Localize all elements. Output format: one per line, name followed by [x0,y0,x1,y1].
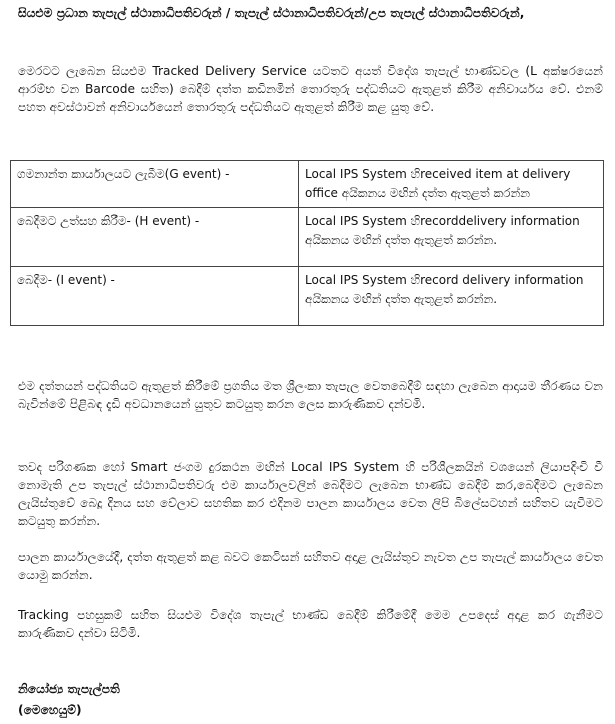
action-cell: Local IPS System හිreceived item at delivery office අයිකනය මඟින් දත්ත ඇතුළත් කරන්න [299,161,604,208]
registration-paragraph: තවද පරිගණක හෝ Smart ජංගම දුරකථන මඟින් Local IPS System හි පරිශීලකයින් වශයෙන් ලියාපදිංචි වී නොමැති උප තැපැල් ස්ථානාධිපතිවරු එම කාර්යාලවලින් බෙදීමට ලැබෙන භාණ්ඩ බෙදීම් කර,බෙදීමට ලැබෙන ලැයිස්තුවේ බෙදූ දිනය සහ වේලාව සහතික කර එදිනම පාලන කාර්යාලය වෙත ලිපි බිලේසටහන් සහිතව යැවීමට කටයුතු කරන්න. [18,460,603,528]
salutation: සියළුම ප්‍රධාන තැපැල් ස්ථානාධිපතිවරුන් / තැපැල් ස්ථානාධිපතිවරුන්/උප තැපැල් ස්ථානාධිපතිවරුන්, [18,6,525,20]
event-cell: බෙදීමට උත්සහ කිරීම- (H event) - [11,208,299,267]
signature-role: (මෙහෙයුම්) [18,703,82,717]
action-cell: Local IPS System හිrecorddelivery information අයිකනය මඟින් දත්ත ඇතුළත් කරන්න. [299,208,604,267]
table-row [11,161,604,208]
intro-paragraph: මෙරටට ලැබෙන සියළුම Tracked Delivery Service යටතට අයත් විදේශ තැපැල් භාණ්ඩවල (L අක්ෂරයෙන් ආරම්භ වන Barcode සහිත) බෙදීම් දත්ත කඩිනමින් තොරතුරු පද්ධතියට ඇතුළත් කිරීම අනිවාර්යය වේ. එනම් පහත අවස්ථාවන් අනිවාර්යයෙන් තොරතුරු පද්ධතියට ඇතුළත් කිරීම කළ යුතු වේ. [18,64,603,114]
event-table [10,160,604,326]
action-cell: Local IPS System හිrecord delivery information අයිකනය මඟින් දත්ත ඇතුළත් කරන්න. [299,267,604,326]
table-row [11,267,604,326]
progress-paragraph: එම දත්තයන් පද්ධතියට ඇතුළත් කිරීමේ ප්‍රගතිය මත ශ්‍රීලංකා තැපැල වෙතබෙදීම් සඳහා ලැබෙන ආදායම තීරණය වන බැවින්මේ පිළිබඳ දැඩි අවධානයෙන් යුතුව කටයුතු කරන ලෙස කාරුණිකව දන්වමි. [18,379,603,411]
control-office-paragraph: පාලන කාර්යාලයේදී, දත්ත ඇතුළත් කළ බවට කෙටිසන් සහිතව අදාළ ලැයිස්තුව නැවත උප තැපැල් කාර්යාලය වෙත යොමු කරන්න. [18,550,603,582]
table-row [11,208,604,267]
closing-paragraph: Tracking පහසුකම් සහිත සියළුම විදේශ තැපැල් භාණ්ඩ බෙදීම් කිරීමේදී මෙම උපදෙස් අදාළ කර ගැනීමට කාරුණිකව දන්වා සිටිමි. [18,608,603,640]
signature-title: නියෝජ්‍ය තැපැල්පති [18,682,120,696]
event-cell: ගමනාන්ත කාර්යාලයට ලැබීම(G event) - [11,161,299,208]
event-cell: බෙදීම- (I event) - [11,267,299,326]
